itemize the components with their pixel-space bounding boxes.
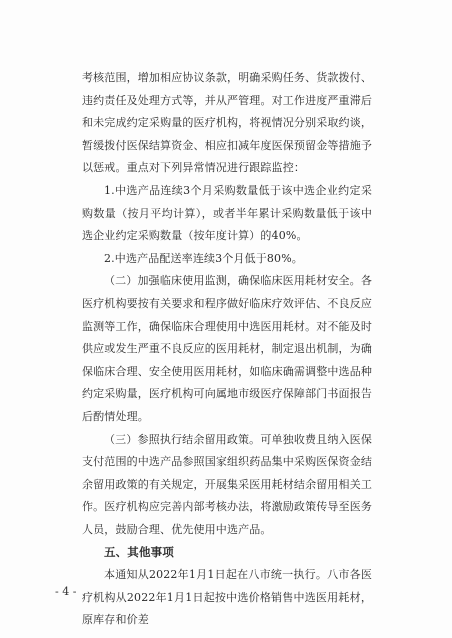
- section-heading-other-matters: 五、其他事项: [104, 545, 174, 560]
- paragraph-assessment-scope: 考核范围，增加相应协议条款，明确采购任务、货款拨付、违约责任及处理方式等，并从严管理。对工作进度严重滞后和未完成约定采购量的医疗机构，将视情况分别采取约谈，暂缓拨付医保结算资金、相应扣减年度医保预留金等措施予以惩戒。重点对下列异常情况进行跟踪监控：: [82, 71, 372, 175]
- paragraph-item-2: 2.中选产品配送率连续3个月低于80%。: [104, 251, 303, 265]
- paragraph-surplus-policy: （三）参照执行结余留用政策。可单独收费且纳入医保支付范围的中选产品参照国家组织药品集中采购医保资金结余留用政策的有关规定，开展集采医用耗材结余留用相关工作。医疗机构应完善内部考核办法，将激励政策传导至医务人员，鼓励合理、优先使用中选产品。: [82, 432, 372, 536]
- paragraph-effective-date: 本通知从2022年1月1日起在八市统一执行。八市各医疗机构从2022年1月1日起按中选价格销售中选医用耗材，原库存和价差: [82, 568, 372, 627]
- document-body: [82, 67, 372, 632]
- paragraph-clinical-monitoring: （二）加强临床使用监测，确保临床医用耗材安全。各医疗机构要按有关要求和程序做好临床疗效评估、不良反应监测等工作，确保临床合理使用中选医用耗材。对不能及时供应或发生严重不良反应的医用耗材，制定退出机制，为确保临床合理、安全使用医用耗材，如临床确需调整中选品种约定采购量，医疗机构可向属地市级医疗保障部门书面报告后酌情处理。: [82, 274, 372, 423]
- paragraph-item-1: 1.中选产品连续3个月采购数量低于该中选企业约定采购数量（按月平均计算），或者半年累计采购数量低于该中选企业约定采购数量（按年度计算）的40%。: [82, 183, 372, 243]
- page-number: - 4 -: [55, 585, 77, 598]
